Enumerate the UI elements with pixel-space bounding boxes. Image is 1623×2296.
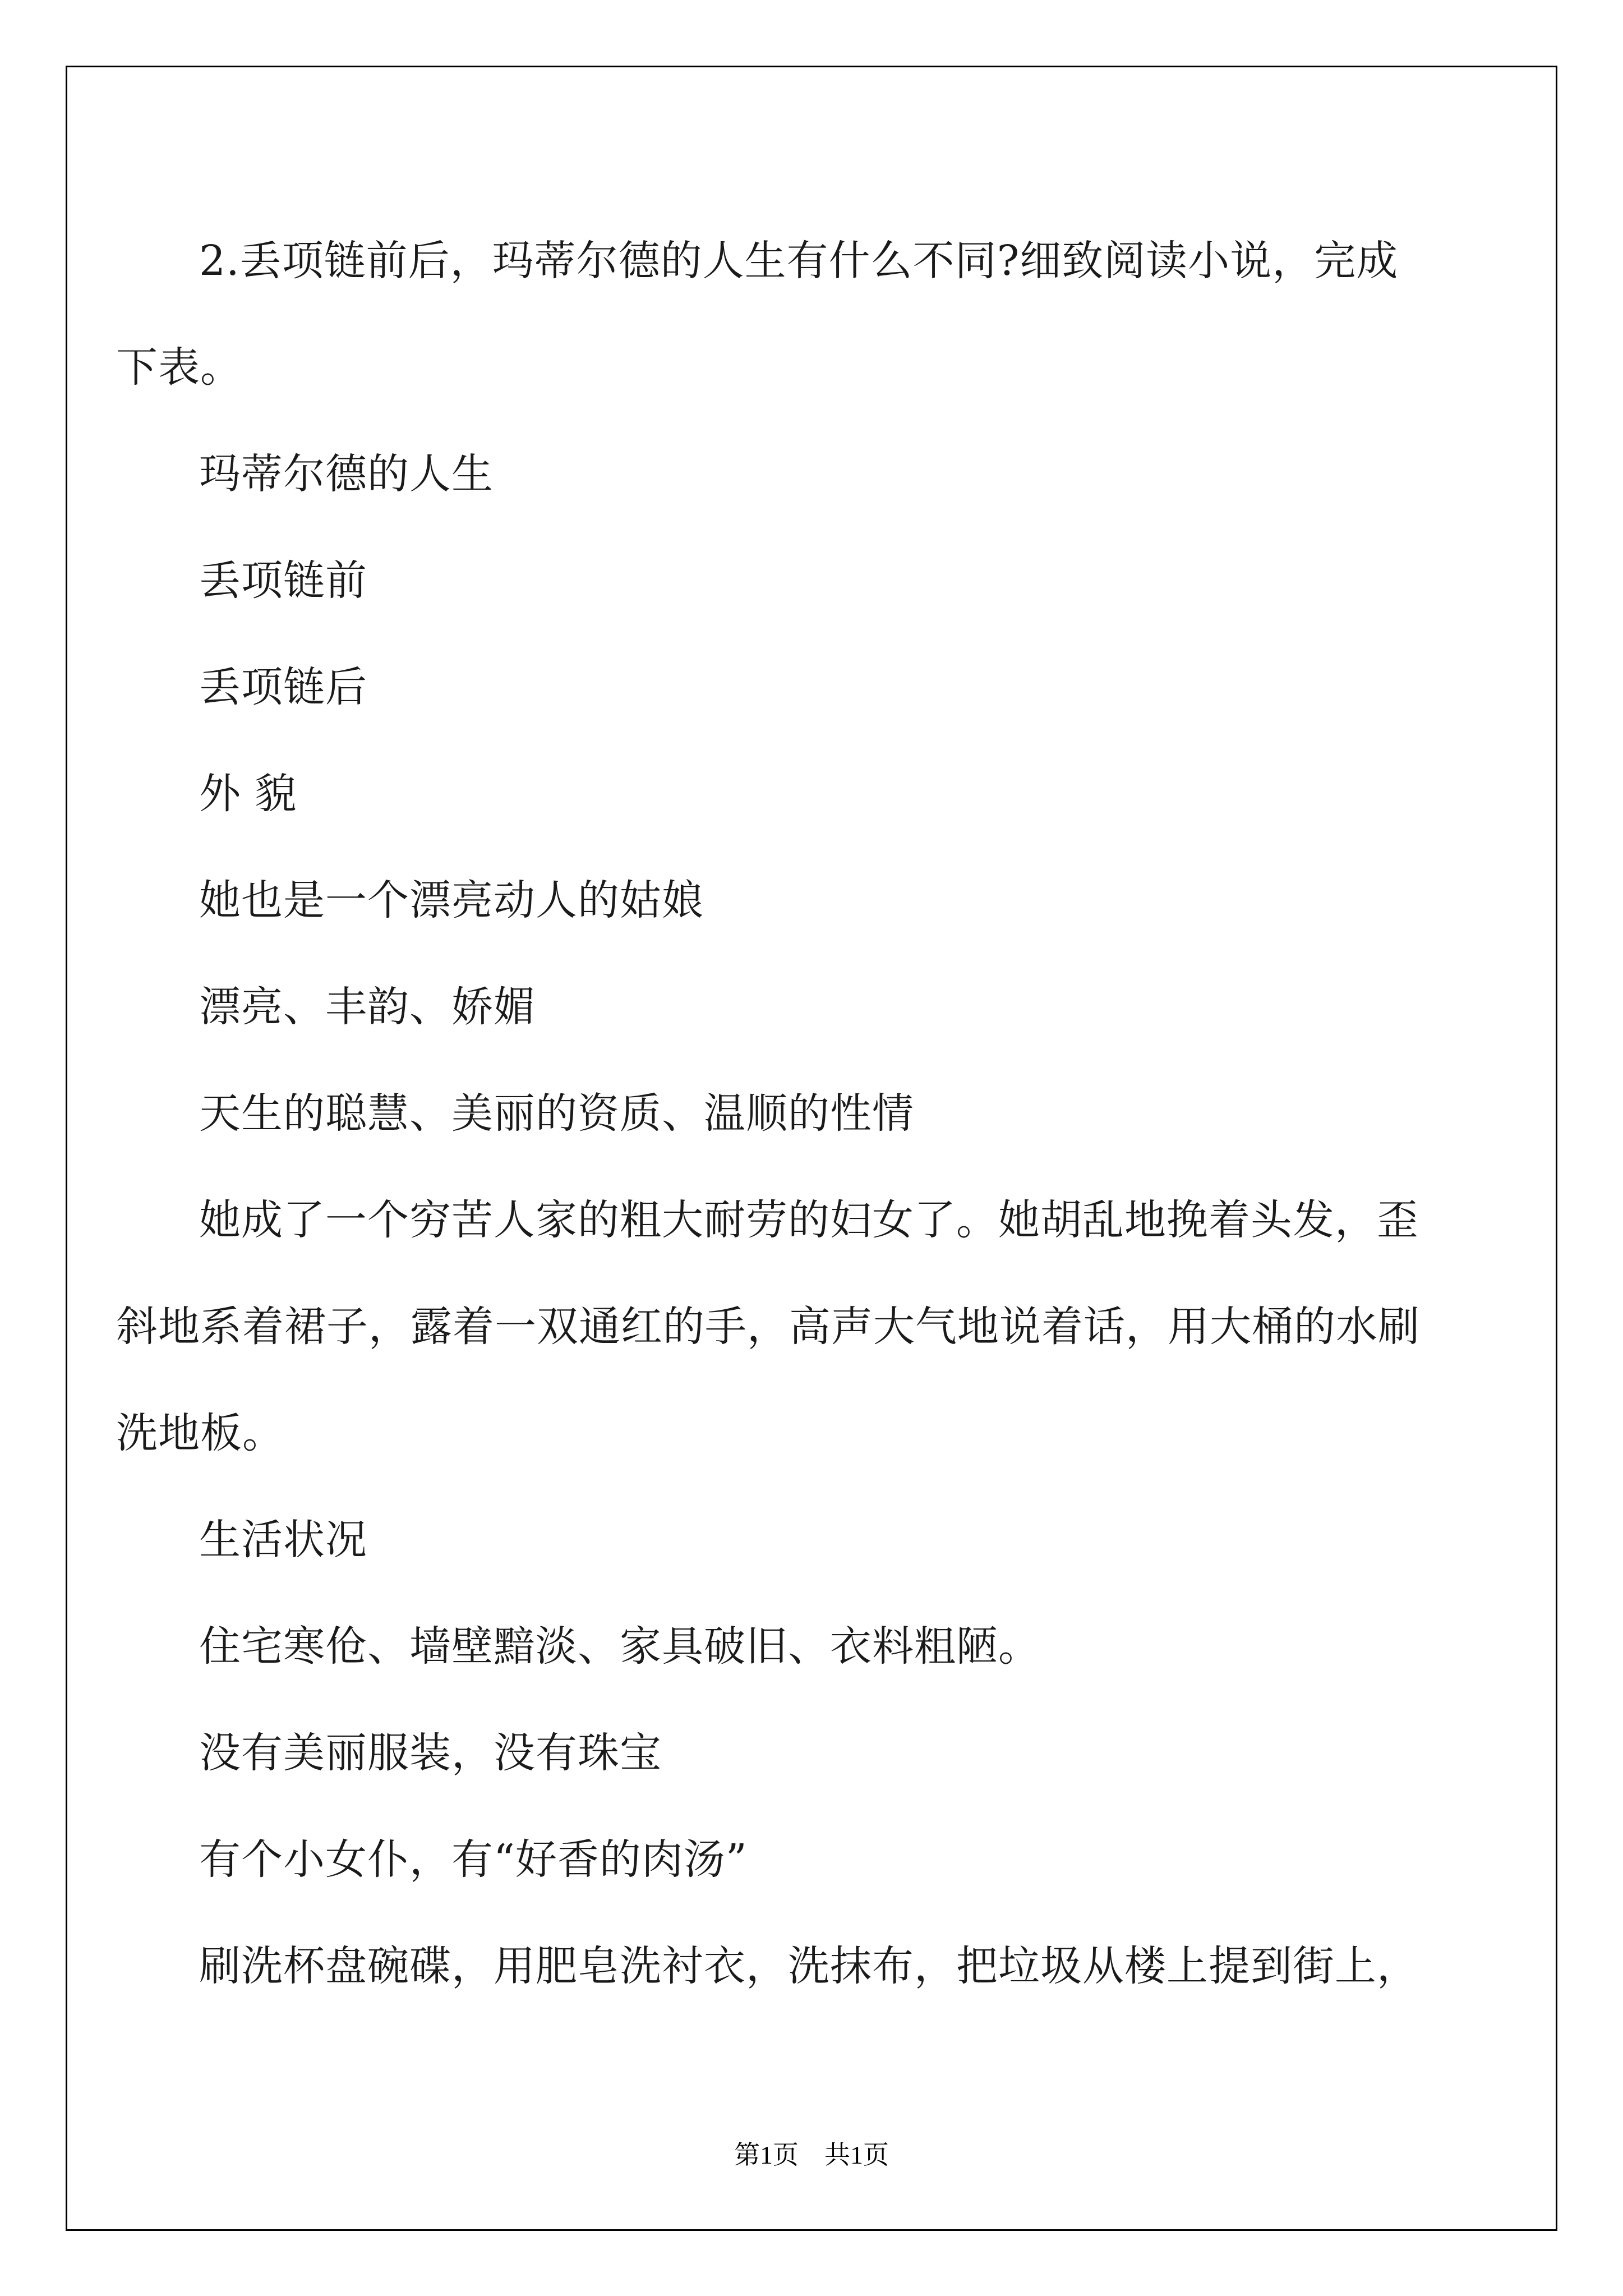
paragraph-living-1: 住宅寒伧、墙壁黯淡、家具破旧、衣料粗陋。 xyxy=(199,1622,1040,1671)
paragraph-appearance-2: 漂亮、丰韵、娇媚 xyxy=(199,983,536,1031)
paragraph-before-heading: 丢项链前 xyxy=(199,556,367,605)
page-footer: 第1页 共1页 xyxy=(734,2141,889,2169)
paragraph-appearance-3: 天生的聪慧、美丽的资质、温顺的性情 xyxy=(199,1089,914,1138)
paragraph-living-after: 刷洗杯盘碗碟，用肥皂洗衬衣，洗抹布，把垃圾从楼上提到街上， xyxy=(199,1942,1419,1990)
paragraph-living-heading: 生活状况 xyxy=(199,1516,367,1564)
paragraph-living-3: 有个小女仆，有“好香的肉汤” xyxy=(199,1835,748,1884)
paragraph-appearance-heading: 外 貌 xyxy=(199,770,297,818)
paragraph-table-title: 玛蒂尔德的人生 xyxy=(199,450,494,498)
document-body xyxy=(116,208,1433,2019)
paragraph-question: 2.丢项链前后，玛蒂尔德的人生有什么不同?细致阅读小说，完成下表。 xyxy=(116,237,1399,392)
paragraph-appearance-after: 她成了一个穷苦人家的粗大耐劳的妇女了。她胡乱地挽着头发，歪斜地系着裙子，露着一双通红的手，高声大气地说着话，用大桶的水刷洗地板。 xyxy=(116,1196,1420,1457)
paragraph-after-heading: 丢项链后 xyxy=(199,663,367,711)
paragraph-living-2: 没有美丽服装，没有珠宝 xyxy=(199,1729,662,1777)
paragraph-appearance-1: 她也是一个漂亮动人的姑娘 xyxy=(199,876,704,924)
